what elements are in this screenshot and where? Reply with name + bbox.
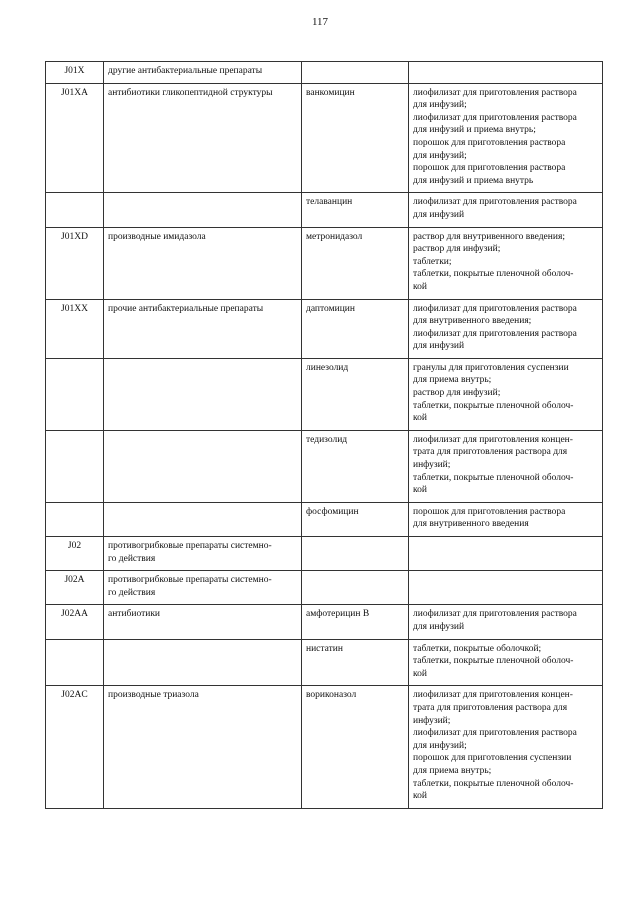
atc-code-cell: J01XD (46, 227, 104, 299)
group-cell (104, 430, 302, 502)
table-row (46, 227, 603, 299)
table-row (46, 193, 603, 227)
group-cell (104, 502, 302, 536)
table-row (46, 605, 603, 639)
atc-code-cell: J02A (46, 571, 104, 605)
drug-table (45, 61, 603, 809)
table-row (46, 537, 603, 571)
forms-cell: гранулы для приготовления суспензии для приема внутрь; раствор для инфузий; таблетки, покрытые пленочной оболоч- кой (409, 358, 603, 430)
drug-cell: тедизолид (302, 430, 409, 502)
drug-cell (302, 62, 409, 84)
table-row (46, 62, 603, 84)
page-number: 117 (311, 16, 329, 28)
atc-code-cell (46, 193, 104, 227)
drug-cell: фосфомицин (302, 502, 409, 536)
drug-cell: вориконазол (302, 686, 409, 808)
atc-code-cell: J01XA (46, 83, 104, 193)
table-row (46, 83, 603, 193)
atc-code-cell: J01X (46, 62, 104, 84)
group-cell: другие антибактериальные препараты (104, 62, 302, 84)
table-row (46, 686, 603, 808)
drug-cell: амфотерицин В (302, 605, 409, 639)
drug-cell: даптомицин (302, 299, 409, 358)
group-cell: производные триазола (104, 686, 302, 808)
forms-cell (409, 571, 603, 605)
group-cell: противогрибковые препараты системно- го действия (104, 571, 302, 605)
drug-cell: ванкомицин (302, 83, 409, 193)
forms-cell: лиофилизат для приготовления концен- трата для приготовления раствора для инфузий; лиофилизат для приготовления раствора для инфузий; порошок для приготовления суспензии для приема внутрь; таблетки, покрытые пленочной оболоч- кой (409, 686, 603, 808)
group-cell: противогрибковые препараты системно- го действия (104, 537, 302, 571)
drug-cell (302, 537, 409, 571)
table-row (46, 358, 603, 430)
forms-cell (409, 537, 603, 571)
group-cell (104, 639, 302, 686)
forms-cell: лиофилизат для приготовления раствора для внутривенного введения; лиофилизат для приготовления раствора для инфузий (409, 299, 603, 358)
atc-code-cell: J02AA (46, 605, 104, 639)
group-cell: производные имидазола (104, 227, 302, 299)
table-row (46, 502, 603, 536)
atc-code-cell (46, 358, 104, 430)
group-cell (104, 358, 302, 430)
atc-code-cell (46, 639, 104, 686)
forms-cell: порошок для приготовления раствора для внутривенного введения (409, 502, 603, 536)
forms-cell: лиофилизат для приготовления раствора для инфузий (409, 605, 603, 639)
atc-code-cell: J02 (46, 537, 104, 571)
table-row (46, 639, 603, 686)
table-row (46, 430, 603, 502)
forms-cell: лиофилизат для приготовления раствора для инфузий; лиофилизат для приготовления раствора для инфузий и приема внутрь; порошок для приготовления раствора для инфузий; порошок для приготовления раствора для инфузий и приема внутрь (409, 83, 603, 193)
forms-cell (409, 62, 603, 84)
drug-cell: метронидазол (302, 227, 409, 299)
drug-cell: линезолид (302, 358, 409, 430)
drug-cell: нистатин (302, 639, 409, 686)
table-row (46, 571, 603, 605)
atc-code-cell (46, 502, 104, 536)
drug-cell: телаванцин (302, 193, 409, 227)
forms-cell: лиофилизат для приготовления концен- трата для приготовления раствора для инфузий; таблетки, покрытые пленочной оболоч- кой (409, 430, 603, 502)
drug-table-body (46, 62, 603, 809)
group-cell: антибиотики гликопептидной структуры (104, 83, 302, 193)
forms-cell: лиофилизат для приготовления раствора для инфузий (409, 193, 603, 227)
forms-cell: таблетки, покрытые оболочкой; таблетки, покрытые пленочной оболоч- кой (409, 639, 603, 686)
drug-cell (302, 571, 409, 605)
group-cell: прочие антибактериальные препараты (104, 299, 302, 358)
forms-cell: раствор для внутривенного введения; раствор для инфузий; таблетки; таблетки, покрытые пленочной оболоч- кой (409, 227, 603, 299)
atc-code-cell: J02AC (46, 686, 104, 808)
group-cell: антибиотики (104, 605, 302, 639)
atc-code-cell: J01XX (46, 299, 104, 358)
group-cell (104, 193, 302, 227)
table-row (46, 299, 603, 358)
atc-code-cell (46, 430, 104, 502)
